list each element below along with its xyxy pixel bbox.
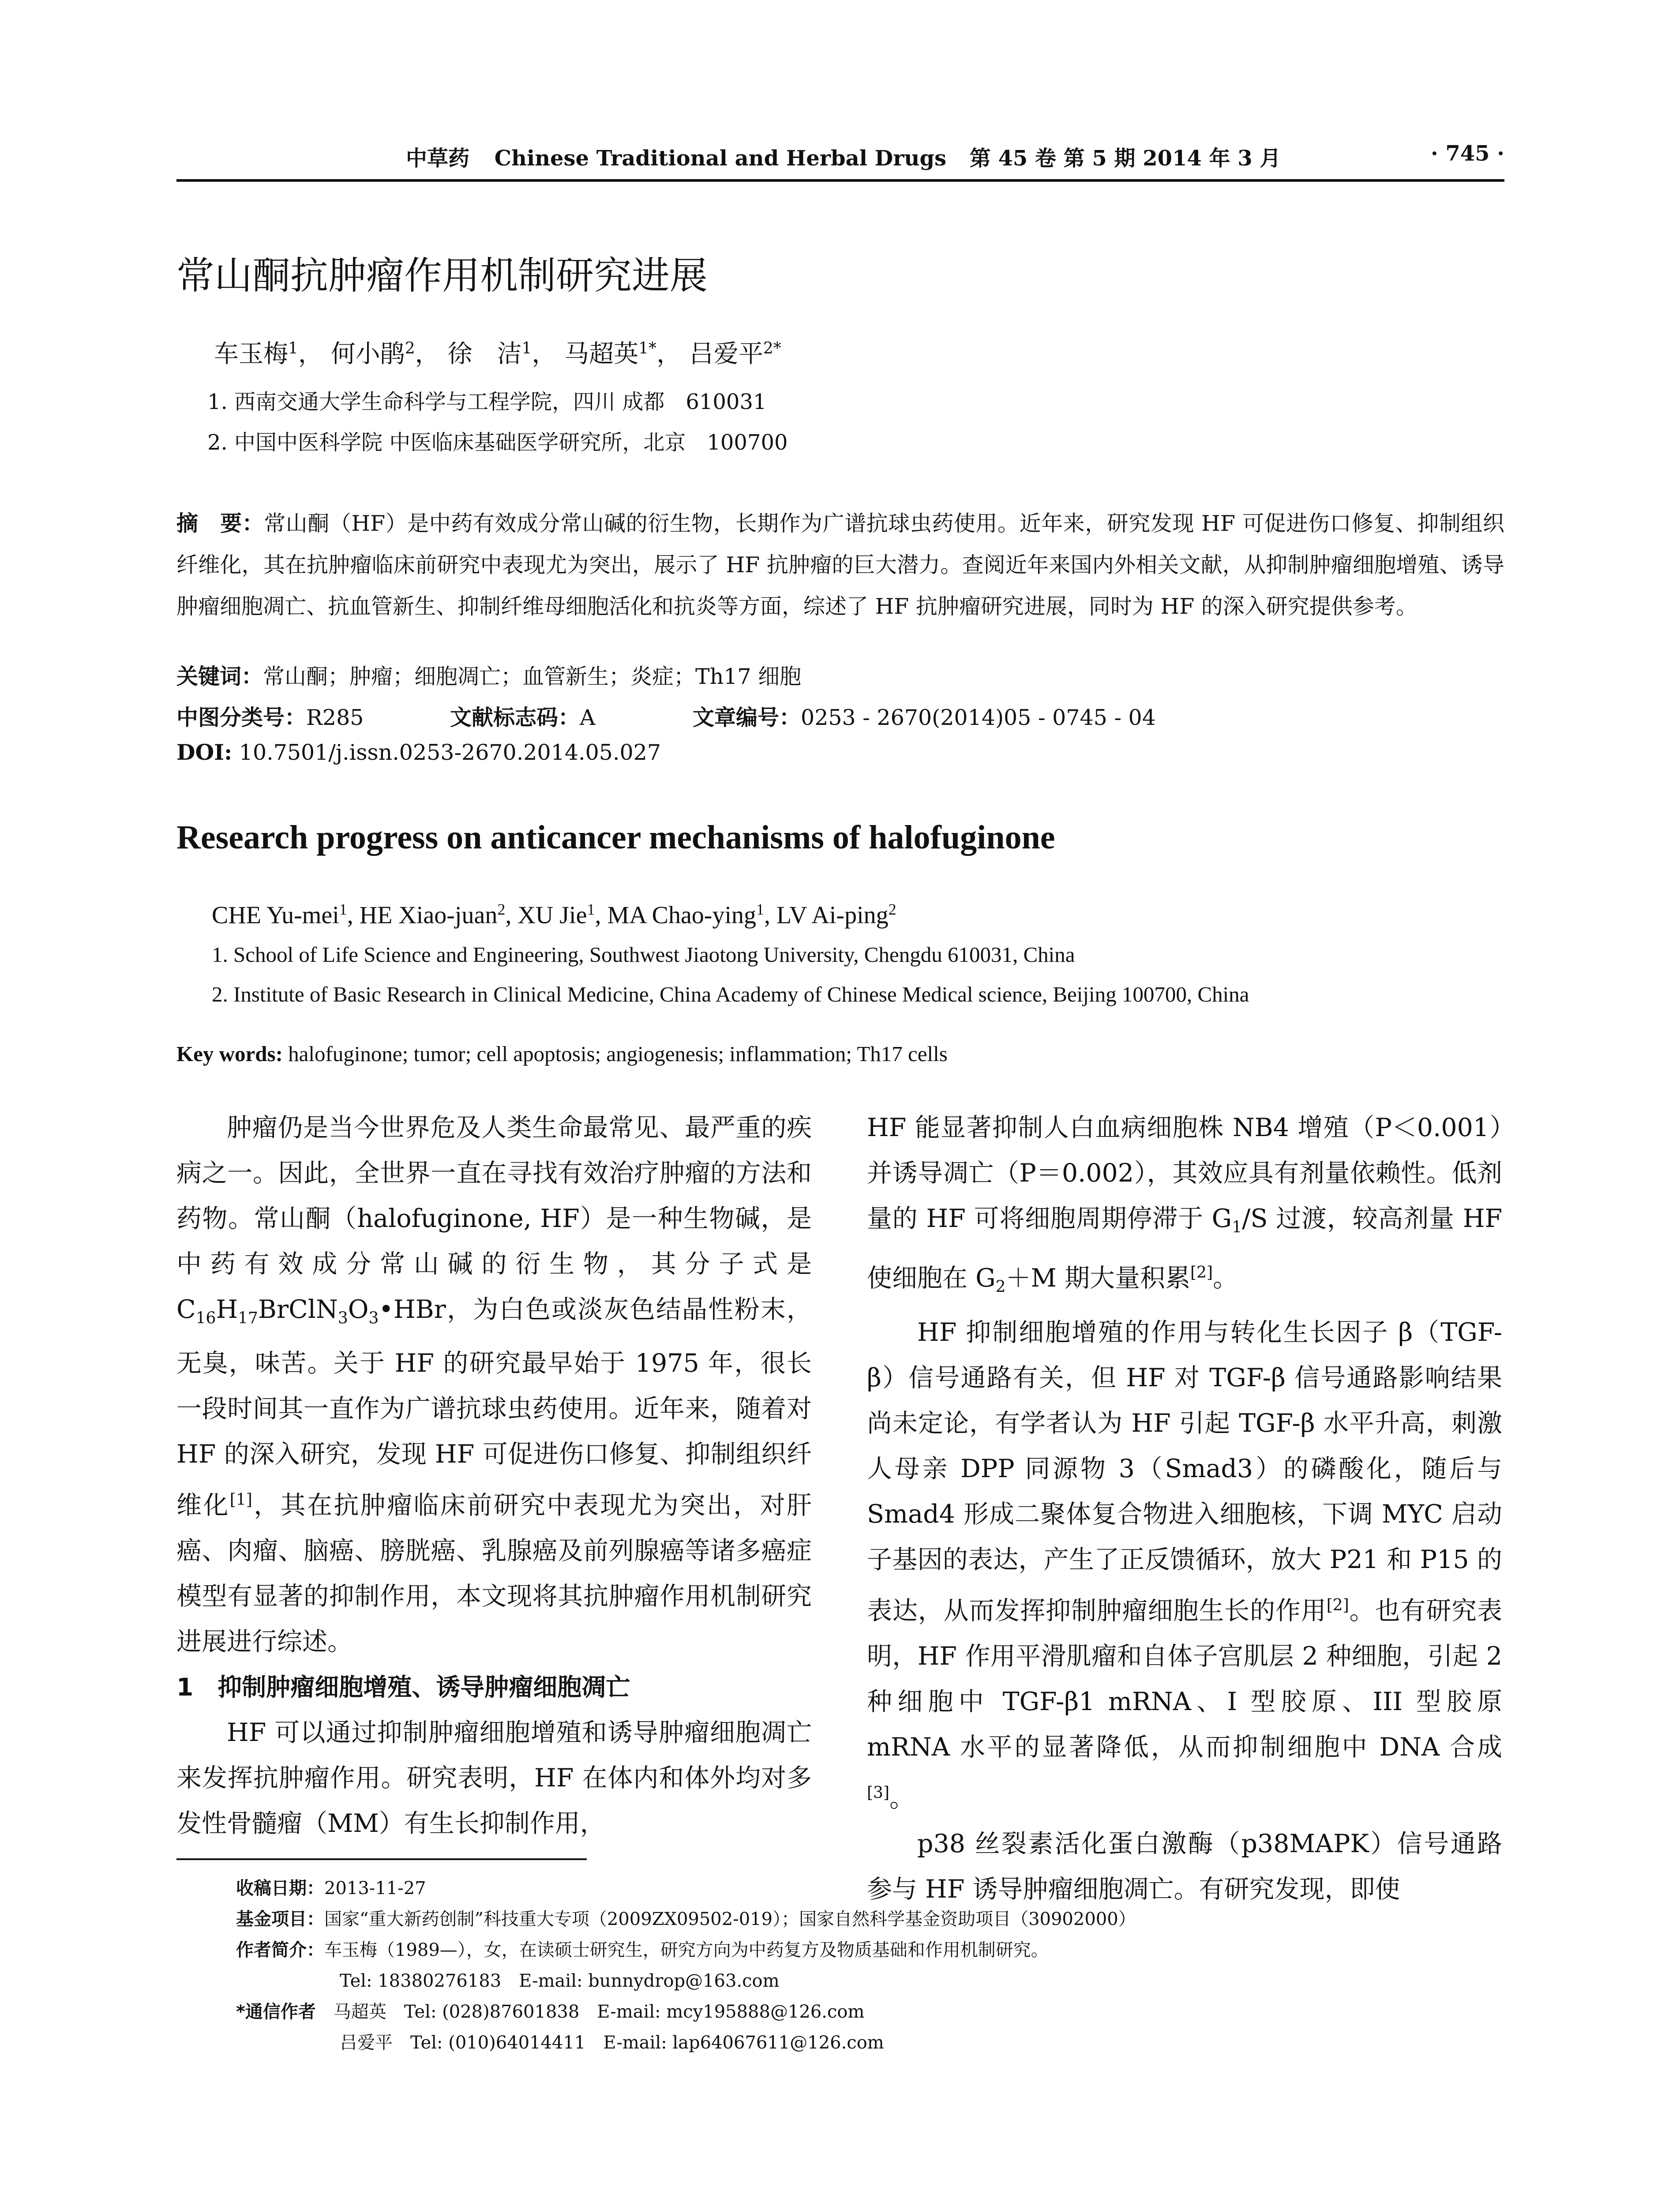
author-list-en: CHE Yu-mei$^1$, HE Xiao-juan$^2$, XU Jie$^1$, MA Chao-ying$^1$, LV Ai-ping$^2$ [212, 900, 896, 929]
doi-link[interactable]: 10.7501/j.issn.0253-2670.2014.05.027 [239, 740, 661, 765]
molecular-formula: $_{16}H_{17}BrClN_3O_3•HBr$ [195, 1295, 446, 1328]
para-text: HF 抑制细胞增殖的作用与转化生长因子 β（TGF-β）信号通路有关，但 HF 对 TGF-β 信号通路影响结果尚未定论，有学者认为 HF 引起 TGF-β 水平升高，刺激人母亲 DPP 同源物 3（Smad3）的磷酸化，随后与 Smad4 形成二聚体复合物进入细胞核，下调 MYC 启动子基因的表达，产生了正反馈循环，放大 P21 和 P15 的表达，从而发挥抑制肿瘤细胞生长的作用 [867, 1317, 1502, 1625]
author-affil-mark: 2* [763, 339, 781, 358]
doc-code-item [450, 701, 595, 732]
author-name: MA Chao-ying [607, 901, 757, 929]
footnote-rule [176, 1858, 587, 1860]
para-text: ＋M 期大量积累 [1005, 1264, 1191, 1293]
author-affil-mark: 1 [339, 900, 347, 918]
clc-value: R285 [306, 705, 364, 730]
clc-item [176, 701, 364, 732]
page-number: · 745 · [1430, 141, 1504, 166]
journal-name-cn: 中草药 [406, 146, 470, 171]
keywords-en-text: halofuginone; tumor; cell apoptosis; angiogenesis; inflammation; Th17 cells [288, 1042, 948, 1066]
author-affil-mark: 1 [756, 900, 765, 918]
doi-line [176, 739, 661, 765]
author-name: 徐 洁 [447, 340, 522, 368]
footnote-label: 收稿日期： [236, 1878, 324, 1898]
footnote-corresponding-2: 吕爱平 Tel: (010)64014411 E-mail: lap64067611@126.com [340, 2033, 884, 2053]
section-heading: 1 抑制肿瘤细胞增殖、诱导肿瘤细胞凋亡 [176, 1673, 630, 1702]
footnote-label: *通信作者 [236, 2002, 316, 2022]
citation-ref[interactable]: [2] [1190, 1264, 1213, 1282]
abstract-text: 常山酮（HF）是中药有效成分常山碱的衍生物，长期作为广谱抗球虫药使用。近年来，研究发现 HF 可促进伤口修复、抑制组织纤维化，其在抗肿瘤临床前研究中表现尤为突出，展示了 HF 抗肿瘤的巨大潜力。查阅近年来国内外相关文献，从抑制肿瘤细胞增殖、诱导肿瘤细胞凋亡、抗血管新生、抑制纤维母细胞活化和抗炎等方面，综述了 HF 抗肿瘤研究进展，同时为 HF 的深入研究提供参考。 [176, 511, 1504, 619]
citation-ref[interactable]: [3] [867, 1783, 889, 1802]
clc-label: 中图分类号： [176, 705, 307, 730]
classification-row [176, 701, 1504, 732]
article-no-item [693, 701, 1156, 732]
keywords-cn [176, 660, 801, 690]
affiliation-en-2: 2. Institute of Basic Research in Clinical Medicine, China Academy of Chinese Medical science, Beijing 100700, China [212, 982, 1249, 1006]
para-text: HF 能显著抑制人白血病细胞株 NB4 增殖（P＜0.001）并诱导凋亡（P＝0.002），其效应具有剂量依赖性。低剂量的 HF 可将细胞周期停滞于 G [867, 1113, 1502, 1233]
footnotes [236, 1873, 1136, 2058]
para-text: 。也有研究表明，HF 作用平滑肌瘤和自体子宫肌层 2 种细胞，引起 2 种细胞中 TGF-β1 mRNA、I 型胶原、III 型胶原 mRNA 水平的显著降低，从而抑制细胞中 DNA 合成 [867, 1596, 1502, 1762]
keywords-text: 常山酮；肿瘤；细胞凋亡；血管新生；炎症；Th17 细胞 [263, 664, 802, 689]
body-paragraph: HF 能显著抑制人白血病细胞株 NB4 增殖（P＜0.001）并诱导凋亡（P＝0.002），其效应具有剂量依赖性。低剂量的 HF 可将细胞周期停滞于 $G_1/S$ 过渡，较高剂量 HF 使细胞在 $G_2+M$ 期大量积累[2]。 [867, 1113, 1502, 1296]
journal-name-en: Chinese Traditional and Herbal Drugs [494, 146, 947, 171]
affiliation-cn-1: 1. 西南交通大学生命科学与工程学院，四川 成都 610031 [207, 390, 767, 414]
footnote-text: 国家“重大新药创制”科技重大专项（2009ZX09502-019）；国家自然科学基金资助项目（30902000） [324, 1909, 1136, 1929]
footnote-corresponding [236, 1996, 1136, 2027]
footnote-text: 马超英 Tel: (028)87601838 E-mail: mcy195888@126.com [333, 2002, 865, 2022]
author-name: 何小鹃 [330, 340, 405, 368]
author-name: CHE Yu-mei [212, 901, 339, 929]
author-name: XU Jie [518, 901, 587, 929]
abstract-cn [176, 503, 1504, 627]
author-affil-mark: 1* [638, 339, 657, 358]
body-paragraph: HF 抑制细胞增殖的作用与转化生长因子 β（TGF-β）信号通路有关，但 HF 对 TGF-β 信号通路影响结果尚未定论，有学者认为 HF 引起 TGF-β 水平升高，刺激人母亲 DPP 同源物 3（Smad3）的磷酸化，随后与 Smad4 形成二聚体复合物进入细胞核，下调 MYC 启动子基因的表达，产生了正反馈循环，放大 P21 和 P15 的表达，从而发挥抑制肿瘤细胞生长的作用[2]。也有研究表明，HF 作用平滑肌瘤和自体子宫肌层 2 种细胞，引起 2 种细胞中 TGF-β1 mRNA、I 型胶原、III 型胶原 mRNA 水平的显著降低，从而抑制细胞中 DNA 合成[3]。 [867, 1317, 1502, 1813]
author-affil-mark: 1 [288, 339, 298, 358]
doc-code-label: 文献标志码： [450, 705, 580, 730]
footnote-author-contact: Tel: 18380276183 E-mail: bunnydrop@163.com [340, 1971, 780, 1991]
footnote-text: 车玉梅（1989—），女，在读硕士研究生，研究方向为中药复方及物质基础和作用机制研究。 [324, 1940, 1049, 1960]
author-name: 吕爱平 [689, 340, 763, 368]
intro-text-a: 肿瘤仍是当今世界危及人类生命最常见、最严重的疾病之一。因此，全世界一直在寻找有效治疗肿瘤的方法和药物。常山酮（halofuginone, HF）是一种生物碱，是中药有效成分常山碱的衍生物，其分子式是 C [176, 1113, 812, 1324]
doc-code-value: A [580, 705, 596, 730]
keywords-label: 关键词： [176, 664, 263, 689]
body-paragraph: p38 丝裂素活化蛋白激酶（p38MAPK）信号通路参与 HF 诱导肿瘤细胞凋亡。有研究发现，即使 [867, 1829, 1502, 1904]
author-name: HE Xiao-juan [359, 901, 498, 929]
citation-ref[interactable]: [1] [229, 1491, 252, 1509]
footnote-text: 2013-11-27 [324, 1878, 426, 1898]
keywords-en [176, 1041, 948, 1066]
article-title-cn: 常山酮抗肿瘤作用机制研究进展 [176, 254, 708, 298]
affiliation-cn-2: 2. 中国中医科学院 中医临床基础医学研究所，北京 100700 [207, 430, 788, 455]
article-no-label: 文章编号： [693, 705, 801, 730]
intro-text-b: ，为白色或淡灰色结晶性粉末，无臭，味苦。关于 HF 的研究最早始于 1975 年，很长一段时间其一直作为广谱抗球虫药使用。近年来，随着对 HF 的深入研究，发现 HF 可促进伤口修复、抑制组织纤维化 [176, 1295, 812, 1520]
footnote-fund [236, 1904, 1136, 1935]
body-column-left [176, 1105, 812, 1846]
abstract-label: 摘 要： [176, 511, 264, 536]
header-rule [176, 179, 1504, 182]
body-column-right [867, 1105, 1502, 1912]
author-name: 马超英 [564, 340, 639, 368]
running-header [176, 141, 1504, 176]
author-affil-mark: 1 [587, 900, 595, 918]
footnote-received [236, 1873, 1136, 1904]
keywords-en-label: Key words: [176, 1042, 283, 1066]
author-affil-mark: 2 [888, 900, 896, 918]
affiliation-en-1: 1. School of Life Science and Engineering, Southwest Jiaotong University, Chengdu 610031, China [212, 942, 1075, 967]
author-name: LV Ai-ping [776, 901, 889, 929]
journal-issue: 第 45 卷 第 5 期 2014 年 3 月 [969, 146, 1281, 171]
doi-label: DOI: [176, 739, 232, 765]
footnote-label: 作者简介： [236, 1940, 324, 1960]
article-no-value: 0253 - 2670(2014)05 - 0745 - 04 [801, 705, 1156, 730]
author-list-cn: 车玉梅$^1$， 何小鹃$^2$， 徐 洁$^1$， 马超英$^{1*}$， 吕爱平$^{2*}$ [214, 339, 781, 368]
footnote-author [236, 1935, 1136, 1966]
author-name: 车玉梅 [214, 340, 288, 368]
para-text: /S 过渡，较高剂量 HF 使细胞在 G [867, 1204, 1502, 1293]
body-paragraph: HF 可以通过抑制肿瘤细胞增殖和诱导肿瘤细胞凋亡来发挥抗肿瘤作用。研究表明，HF 在体内和体外均对多发性骨髓瘤（MM）有生长抑制作用， [176, 1718, 812, 1838]
intro-paragraph [176, 1105, 812, 1665]
citation-ref[interactable]: [2] [1326, 1596, 1349, 1614]
author-affil-mark: 2 [405, 339, 415, 358]
journal-header-line [406, 141, 1281, 172]
article-title-en: Research progress on anticancer mechanisms of halofuginone [176, 819, 1055, 856]
footnote-label: 基金项目： [236, 1909, 324, 1929]
author-affil-mark: 2 [497, 900, 506, 918]
intro-text-c: ，其在抗肿瘤临床前研究中表现尤为突出，对肝癌、肉瘤、脑癌、膀胱癌、乳腺癌及前列腺癌等诸多癌症模型有显著的抑制作用，本文现将其抗肿瘤作用机制研究进展进行综述。 [176, 1491, 812, 1657]
author-affil-mark: 1 [521, 339, 532, 358]
